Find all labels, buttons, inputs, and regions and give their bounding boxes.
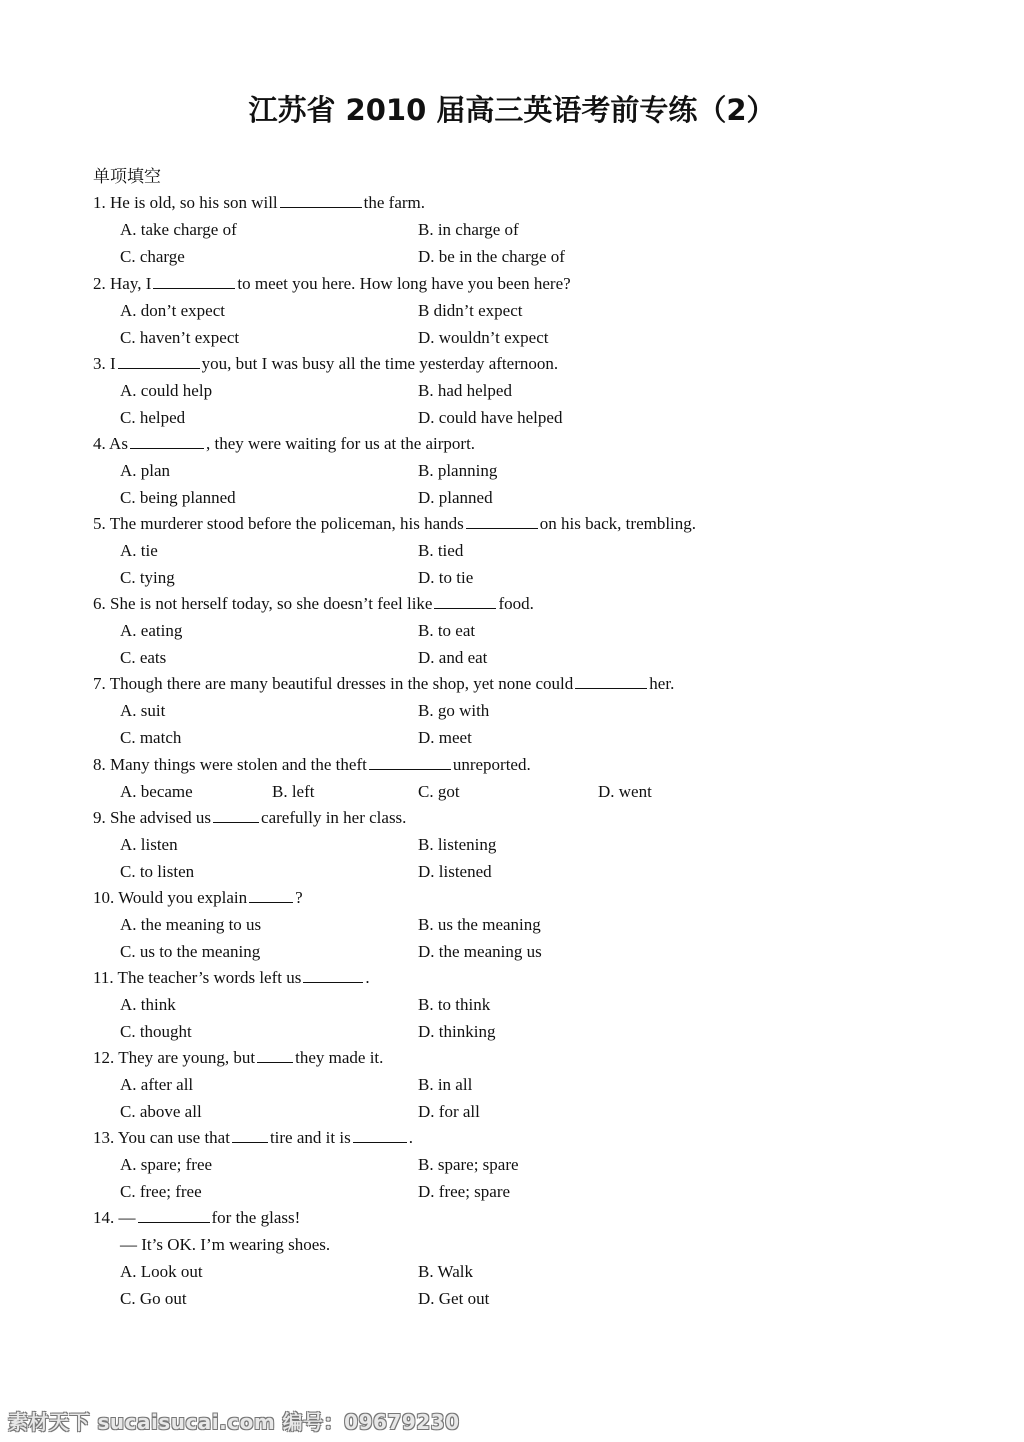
answer-blank	[466, 514, 538, 529]
question-text: 7. Though there are many beautiful dresses in the shop, yet none could	[93, 674, 574, 693]
answer-option: A. think	[120, 995, 176, 1014]
answer-option: A. tie	[120, 541, 158, 560]
question-stem	[93, 354, 558, 374]
question-text: .	[365, 968, 370, 987]
answer-blank	[130, 434, 204, 449]
answer-option: A. plan	[120, 461, 171, 480]
question-text: the farm.	[363, 193, 426, 212]
answer-option: C. helped	[120, 408, 186, 427]
answer-option: D. and eat	[418, 648, 488, 667]
question-text: on his back, trembling.	[539, 514, 697, 533]
question-stem	[93, 755, 531, 775]
answer-option: C. Go out	[120, 1289, 187, 1308]
answer-blank	[213, 808, 259, 823]
answer-option: C. above all	[120, 1102, 202, 1121]
question-text: 13. You can use that	[93, 1128, 230, 1147]
answer-option: A. eating	[120, 621, 183, 640]
answer-option: B didn’t expect	[418, 301, 523, 320]
watermark-text: 素材天下 sucaisucai.com 编号：09679230	[8, 1410, 460, 1434]
answer-blank	[303, 968, 363, 983]
question-text: 6. She is not herself today, so she doesn’t feel like	[93, 594, 433, 613]
answer-option: C. to listen	[120, 862, 195, 881]
answer-option: A. suit	[120, 701, 166, 720]
answer-blank	[280, 193, 362, 208]
answer-blank	[138, 1208, 210, 1223]
question-text: .	[408, 1128, 413, 1147]
answer-blank	[257, 1048, 293, 1063]
question-text: 5. The murderer stood before the policeman, his hands	[93, 514, 464, 533]
answer-option: C. free; free	[120, 1182, 202, 1201]
answer-blank	[232, 1128, 268, 1143]
answer-option: A. Look out	[120, 1262, 203, 1281]
answer-option: D. listened	[418, 862, 492, 881]
answer-option: A. listen	[120, 835, 178, 854]
answer-option: D. free; spare	[418, 1182, 511, 1201]
question-stem	[93, 434, 475, 454]
question-text: 3. I	[93, 354, 116, 373]
question-text: for the glass!	[211, 1208, 301, 1227]
question-text: 2. Hay, I	[93, 274, 152, 293]
answer-option: D. the meaning us	[418, 942, 542, 961]
answer-option: B. planning	[418, 461, 498, 480]
answer-blank	[118, 354, 200, 369]
answer-option: C. match	[120, 728, 182, 747]
question-text: tire and it is	[269, 1128, 351, 1147]
dialogue-line: — It’s OK. I’m wearing shoes.	[120, 1235, 331, 1254]
answer-option: B. in all	[418, 1075, 473, 1094]
answer-option: B. in charge of	[418, 220, 519, 239]
answer-option: D. be in the charge of	[418, 247, 565, 266]
answer-option: B. had helped	[418, 381, 512, 400]
question-stem	[93, 1048, 383, 1068]
question-text: 9. She advised us	[93, 808, 212, 827]
question-text: to meet you here. How long have you been here?	[237, 274, 571, 293]
section-heading: 单项填空	[93, 167, 161, 187]
watermark-bar	[0, 1398, 1024, 1442]
answer-option: A. after all	[120, 1075, 194, 1094]
answer-option: B. to think	[418, 995, 491, 1014]
question-text: her.	[649, 674, 675, 693]
answer-option: C. being planned	[120, 488, 236, 507]
answer-option: A. the meaning to us	[120, 915, 262, 934]
question-stem	[93, 594, 534, 614]
answer-option: D. planned	[418, 488, 493, 507]
question-text: 8. Many things were stolen and the theft	[93, 755, 367, 774]
answer-option: B. us the meaning	[418, 915, 541, 934]
question-stem	[93, 968, 370, 988]
question-text: 11. The teacher’s words left us	[93, 968, 302, 987]
answer-option: A. don’t expect	[120, 301, 225, 320]
question-stem	[93, 193, 425, 213]
answer-option: B. left	[272, 782, 315, 801]
question-stem	[93, 1128, 413, 1148]
answer-option: A. take charge of	[120, 220, 237, 239]
answer-option: C. haven’t expect	[120, 328, 240, 347]
answer-option: D. went	[598, 782, 652, 801]
answer-option: D. could have helped	[418, 408, 563, 427]
answer-option: A. became	[120, 782, 193, 801]
answer-blank	[249, 888, 293, 903]
answer-option: A. could help	[120, 381, 213, 400]
answer-option: C. us to the meaning	[120, 942, 261, 961]
question-text: 4. As	[93, 434, 128, 453]
answer-option: D. thinking	[418, 1022, 496, 1041]
answer-option: B. spare; spare	[418, 1155, 519, 1174]
answer-option: D. wouldn’t expect	[418, 328, 549, 347]
question-text: they made it.	[295, 1048, 384, 1067]
answer-blank	[353, 1128, 407, 1143]
answer-option: A. spare; free	[120, 1155, 213, 1174]
answer-blank	[369, 755, 451, 770]
question-text: ?	[295, 888, 303, 907]
answer-blank	[575, 674, 647, 689]
question-text: 14. —	[93, 1208, 136, 1227]
question-text: you, but I was busy all the time yesterday afternoon.	[201, 354, 559, 373]
answer-option: C. eats	[120, 648, 167, 667]
answer-option: D. to tie	[418, 568, 474, 587]
answer-blank	[153, 274, 235, 289]
answer-option: D. for all	[418, 1102, 480, 1121]
question-text: 1. He is old, so his son will	[93, 193, 278, 212]
answer-option: C. tying	[120, 568, 175, 587]
question-text: carefully in her class.	[261, 808, 407, 827]
answer-option: B. listening	[418, 835, 497, 854]
question-text: 12. They are young, but	[93, 1048, 256, 1067]
page-title: 江苏省 2010 届高三英语考前专练（2）	[248, 93, 776, 127]
answer-option: B. Walk	[418, 1262, 473, 1281]
question-text: , they were waiting for us at the airport.	[205, 434, 476, 453]
answer-option: B. to eat	[418, 621, 476, 640]
answer-option: B. tied	[418, 541, 464, 560]
question-stem	[93, 514, 696, 534]
answer-option: C. got	[418, 782, 460, 801]
answer-option: C. thought	[120, 1022, 192, 1041]
question-stem	[93, 888, 303, 908]
question-stem	[93, 808, 406, 828]
answer-option: C. charge	[120, 247, 185, 266]
answer-option: D. meet	[418, 728, 472, 747]
question-stem	[93, 274, 571, 294]
question-stem	[93, 674, 674, 694]
answer-blank	[434, 594, 496, 609]
answer-option: D. Get out	[418, 1289, 490, 1308]
question-stem	[93, 1208, 300, 1228]
question-text: 10. Would you explain	[93, 888, 248, 907]
question-text: unreported.	[452, 755, 531, 774]
answer-option: B. go with	[418, 701, 490, 720]
question-text: food.	[498, 594, 534, 613]
